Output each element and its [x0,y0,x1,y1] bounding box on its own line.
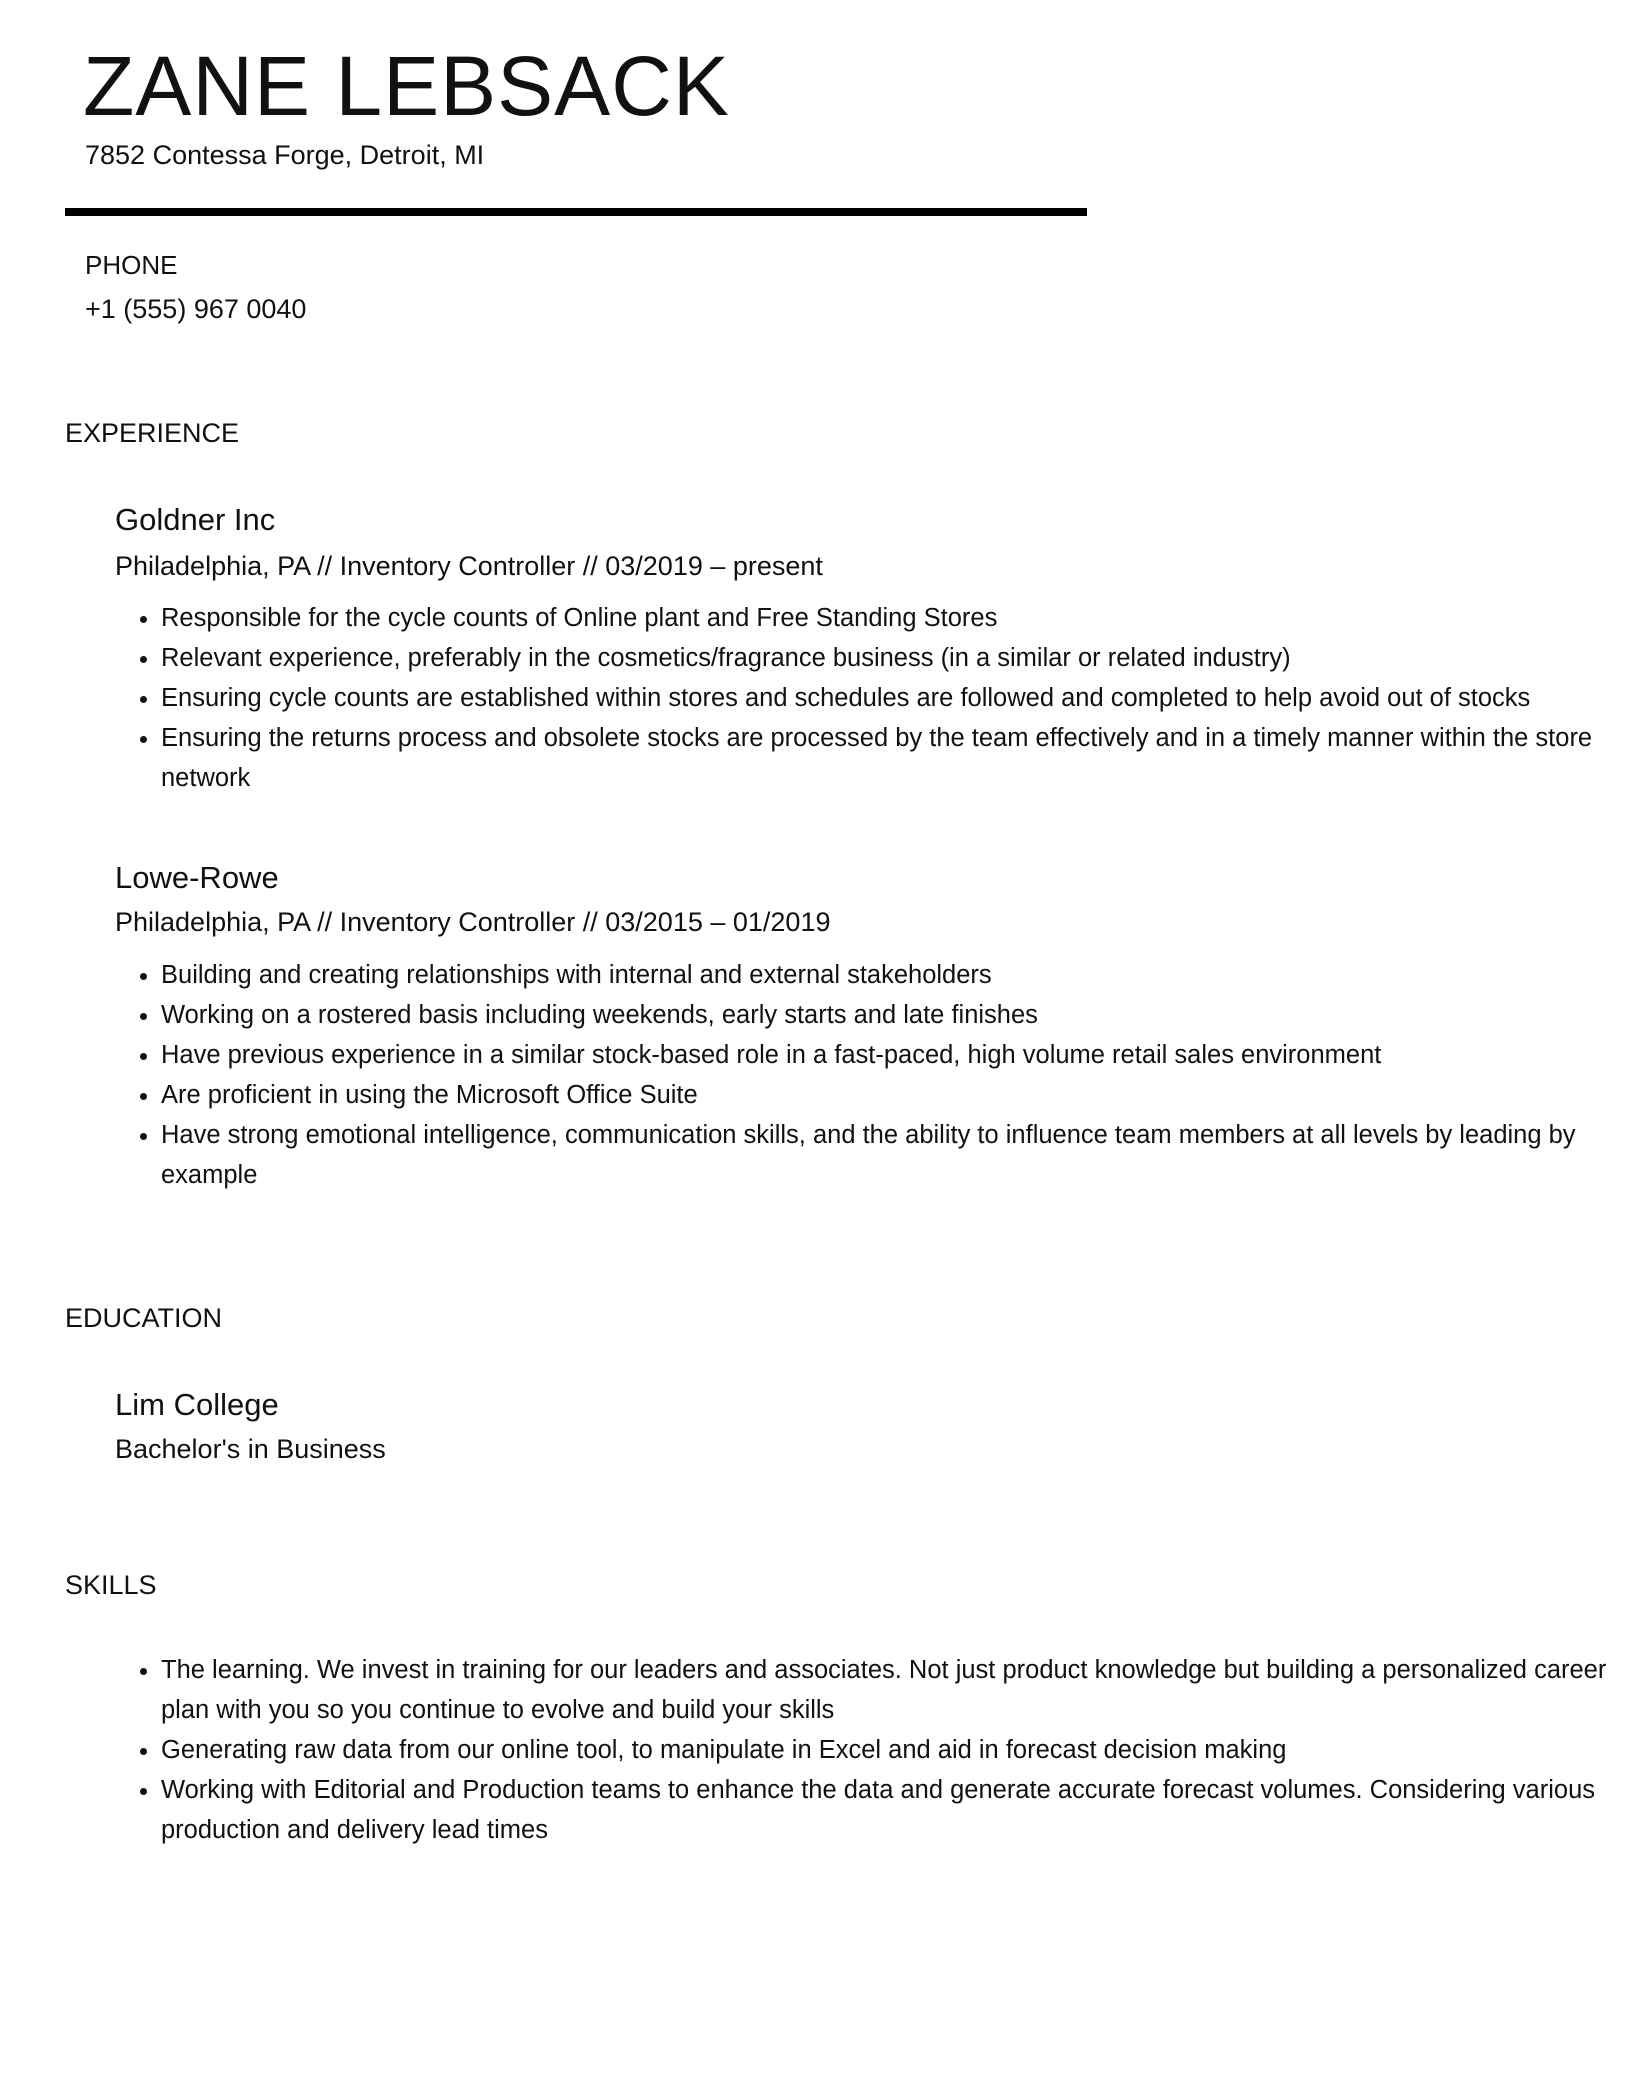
list-item: • Generating raw data from our online tool, to manipulate in Excel and aid in forecast decision making [161,1730,1611,1770]
section-title-education: EDUCATION [65,1303,223,1333]
list-item: • Are proficient in using the Microsoft Office Suite [161,1075,1611,1115]
candidate-name: ZANE LEBSACK [83,39,730,133]
header-divider [65,208,1087,216]
list-item: • Ensuring cycle counts are established within stores and schedules are followed and completed to help avoid out of stocks [161,678,1611,718]
list-item: • Building and creating relationships with internal and external stakeholders [161,955,1611,995]
job-company: Lowe-Rowe [115,860,279,895]
job-company: Goldner Inc [115,502,276,537]
skills-bullets [115,1650,1611,1850]
job-bullets [115,955,1611,1195]
job-bullets [115,598,1611,798]
address: 7852 Contessa Forge, Detroit, MI [85,140,485,170]
list-item: • Ensuring the returns process and obsolete stocks are processed by the team effectively and in a timely manner within the store network [161,718,1611,798]
list-item: • Working on a rostered basis including weekends, early starts and late finishes [161,995,1611,1035]
list-item: • Relevant experience, preferably in the cosmetics/fragrance business (in a similar or related industry) [161,638,1611,678]
job-meta: Philadelphia, PA // Inventory Controller // 03/2015 – 01/2019 [115,907,831,937]
list-item: • The learning. We invest in training for our leaders and associates. Not just product knowledge but building a personalized career plan with you so you continue to evolve and build your skills [161,1650,1611,1730]
degree: Bachelor's in Business [115,1434,386,1464]
section-title-experience: EXPERIENCE [65,418,240,448]
list-item: • Responsible for the cycle counts of Online plant and Free Standing Stores [161,598,1611,638]
job-meta: Philadelphia, PA // Inventory Controller // 03/2019 – present [115,551,823,581]
list-item: • Working with Editorial and Production teams to enhance the data and generate accurate forecast volumes. Considering various production and delivery lead times [161,1770,1611,1850]
list-item: • Have strong emotional intelligence, communication skills, and the ability to influence team members at all levels by leading by example [161,1115,1611,1195]
section-title-skills: SKILLS [65,1570,157,1600]
school-name: Lim College [115,1387,279,1422]
list-item: • Have previous experience in a similar stock-based role in a fast-paced, high volume retail sales environment [161,1035,1611,1075]
phone-label: PHONE [85,250,178,280]
phone-number: +1 (555) 967 0040 [85,294,307,324]
